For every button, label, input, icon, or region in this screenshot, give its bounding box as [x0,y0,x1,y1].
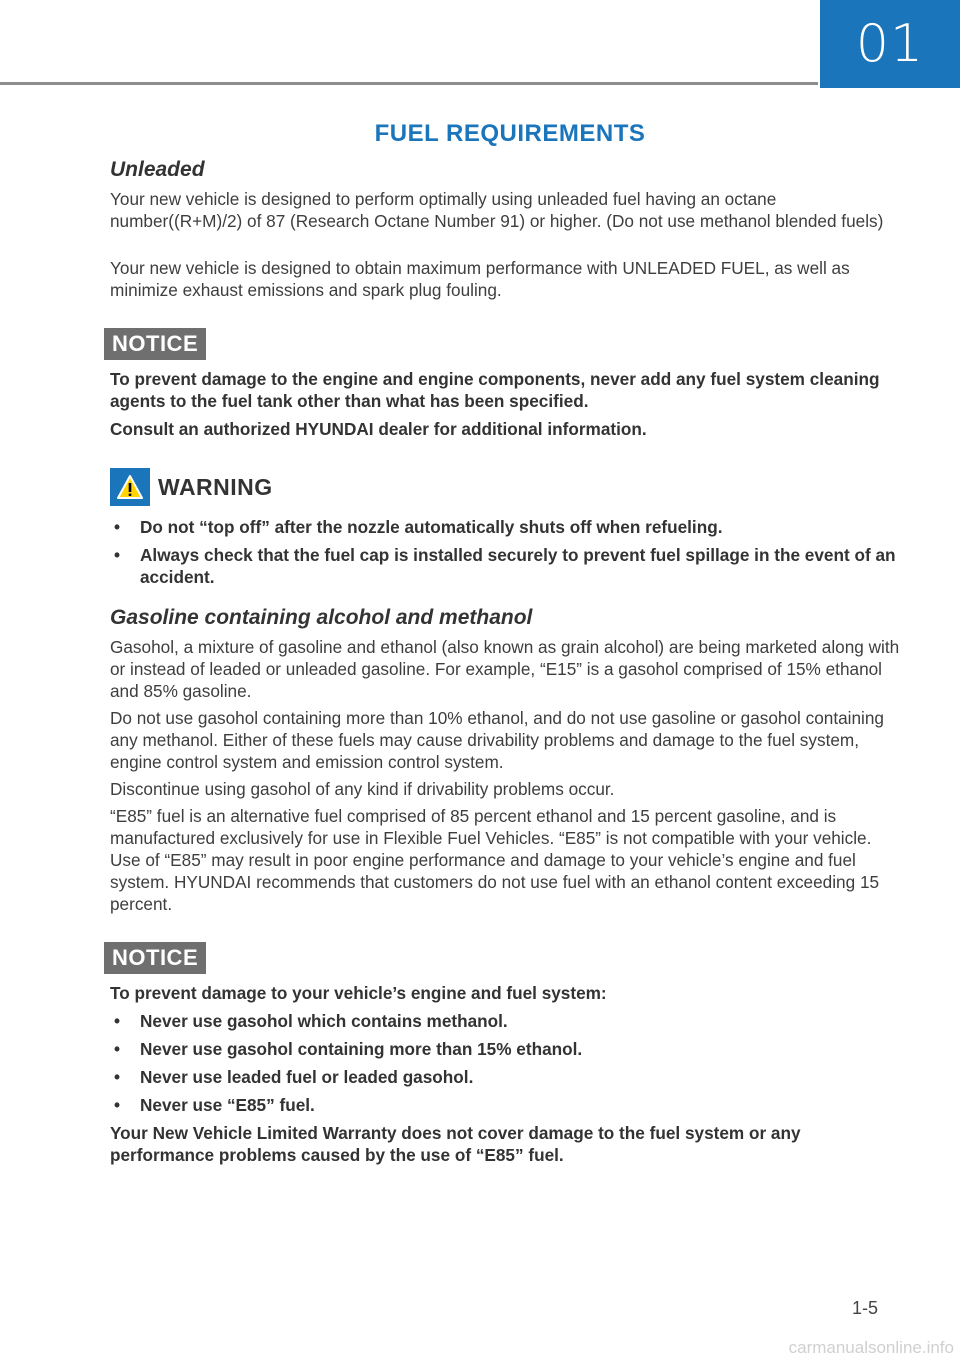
notice-badge: NOTICE [104,942,206,974]
warning-triangle-icon [110,468,150,506]
gasoline-paragraph-3: Discontinue using gasohol of any kind if drivability problems occur. [110,779,615,799]
chapter-tab: 01 [820,0,960,88]
notice-badge: NOTICE [104,328,206,360]
gasoline-paragraph-1: Gasohol, a mixture of gasoline and ethanol (also known as grain alcohol) are being marketed along with or instead of leaded or unleaded gasoline. For example, “E15” is a gasohol comprised of 15% ethanol and 85% gasoline. [110,637,900,701]
content [110,158,900,1172]
gasoline-paragraph-4: “E85” fuel is an alternative fuel comprised of 85 percent ethanol and 15 percent gasoline, and is manufactured exclusively for use in Flexible Fuel Vehicles. “E85” is not compatible with your vehicle. Use of “E85” may result in poor engine performance and damage to your vehicle’s engine and fuel system. HYUNDAI recommends that customers do not use fuel with an ethanol content exceeding 15 percent. [110,806,880,914]
list-item: • Never use “E85” fuel. [114,1095,315,1115]
list-item: • Never use gasohol which contains methanol. [114,1011,508,1031]
unleaded-paragraph-2: Your new vehicle is designed to obtain maximum performance with UNLEADED FUEL, as well as minimize exhaust emissions and spark plug fouling. [110,258,850,300]
warning-label: WARNING [158,473,273,500]
unleaded-heading: Unleaded [110,158,205,181]
warning-header [110,468,900,506]
list-item: • Always check that the fuel cap is installed securely to prevent fuel spillage in the event of an accident. [114,545,896,587]
list-item: • Never use leaded fuel or leaded gasohol. [114,1067,474,1087]
notice-text-2: Consult an authorized HYUNDAI dealer for additional information. [110,419,647,439]
notice-text-1: To prevent damage to the engine and engine components, never add any fuel system cleaning agents to the fuel tank other than what has been specified. [110,369,880,411]
watermark: carmanualsonline.info [788,1338,954,1357]
header-rule [0,82,818,85]
gasoline-heading: Gasoline containing alcohol and methanol [110,606,533,629]
list-item: • Never use gasohol containing more than 15% ethanol. [114,1039,583,1059]
list-item: • Do not “top off” after the nozzle automatically shuts off when refueling. [114,517,723,537]
gasoline-paragraph-2: Do not use gasohol containing more than 10% ethanol, and do not use gasoline or gasohol containing any methanol. Either of these fuels may cause drivability problems and damage to the fuel system, engine control system and emission control system. [110,708,884,772]
page-title: FUEL REQUIREMENTS [374,120,646,147]
notice-outro: Your New Vehicle Limited Warranty does not cover damage to the fuel system or any performance problems caused by the use of “E85” fuel. [110,1123,801,1165]
notice-intro: To prevent damage to your vehicle’s engine and fuel system: [110,983,607,1003]
page-number: 1-5 [852,1298,879,1318]
unleaded-paragraph-1: Your new vehicle is designed to perform optimally using unleaded fuel having an octane number((R+M)/2) of 87 (Research Octane Number 91) or higher. (Do not use methanol blended fuels) [110,189,884,231]
